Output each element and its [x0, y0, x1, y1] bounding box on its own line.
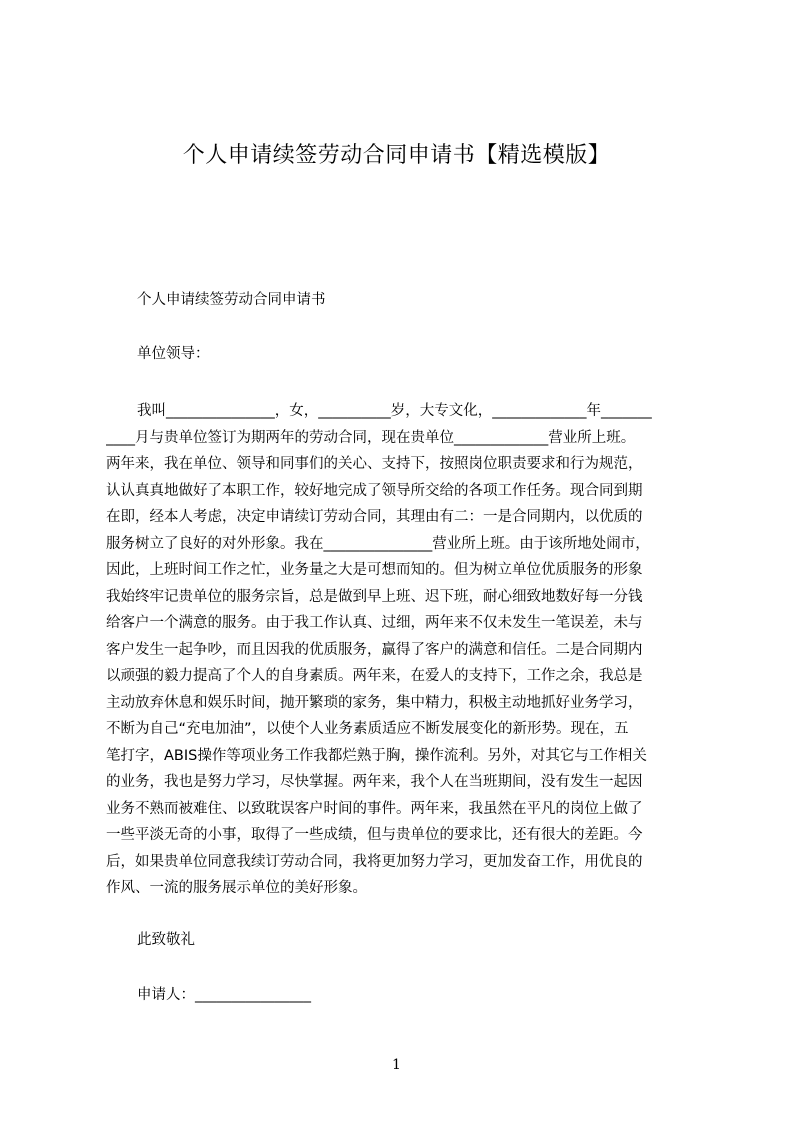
body-line: 不断为自己“充电加油”，以使个人业务素质适应不断发展变化的新形势。现在，五 — [106, 721, 629, 737]
body-line: 主动放弃休息和娱乐时间，抛开繁琐的家务，集中精力，积极主动地抓好业务学习， — [106, 694, 643, 711]
document-title: 个人申请续签劳动合同申请书【精选模版】 — [182, 143, 611, 168]
page-number: 1 — [392, 1057, 401, 1073]
body-line: 以顽强的毅力提高了个人的自身素质。两年来，在爱人的支持下，工作之余，我总是 — [106, 668, 643, 684]
applicant-signature-line: 申请人：________________ — [137, 987, 311, 1003]
body-line: 我始终牢记贵单位的服务宗旨，总是做到早上班、迟下班，耐心细致地数好每一分钱 — [106, 588, 643, 605]
body-line: ____月与贵单位签订为期两年的劳动合同，现在贵单位_____________营业所上班。 — [106, 429, 636, 446]
body-line: 认认真真地做好了本职工作，较好地完成了领导所交给的各项工作任务。现合同到期 — [106, 482, 643, 499]
body-line: 业务不熟而被难住、以致耽误客户时间的事件。两年来，我虽然在平凡的岗位上做了 — [106, 800, 643, 817]
body-line: 后，如果贵单位同意我续订劳动合同，我将更加努力学习，更加发奋工作，用优良的 — [106, 853, 643, 870]
body-paragraph — [106, 398, 699, 902]
body-line: 作风、一流的服务展示单位的美好形象。 — [106, 880, 367, 896]
body-line: 在即，经本人考虑，决定申请续订劳动合同，其理由有二：一是合同期内，以优质的 — [106, 509, 643, 525]
body-line: 服务树立了良好的对外形象。我在_______________营业所上班。由于该所地处闹市， — [106, 535, 650, 552]
body-line: 的业务，我也是努力学习，尽快掌握。两年来，我个人在当班期间，没有发生一起因 — [106, 774, 643, 790]
body-line: 两年来，我在单位、领导和同事们的关心、支持下，按照岗位职责要求和行为规范， — [106, 456, 643, 472]
body-line: 笔打字，ABIS操作等项业务工作我都烂熟于胸，操作流利。另外，对其它与工作相关 — [106, 747, 647, 764]
document-subtitle: 个人申请续签劳动合同申请书 — [137, 292, 326, 308]
body-line: 客户发生一起争吵，而且因我的优质服务，赢得了客户的满意和信任。二是合同期内 — [106, 641, 643, 658]
body-line: 给客户一个满意的服务。由于我工作认真、过细，两年来不仅未发生一笔误差，未与 — [106, 615, 643, 631]
body-line: 我叫_______________，女，__________岁，大专文化，_____________年_______ — [137, 403, 652, 419]
closing-text: 此致敬礼 — [137, 932, 195, 948]
body-line: 一些平淡无奇的小事，取得了一些成绩，但与贵单位的要求比，还有很大的差距。今 — [106, 827, 643, 843]
salutation: 单位领导： — [137, 346, 210, 362]
body-line: 因此，上班时间工作之忙，业务量之大是可想而知的。但为树立单位优质服务的形象 — [106, 562, 643, 578]
